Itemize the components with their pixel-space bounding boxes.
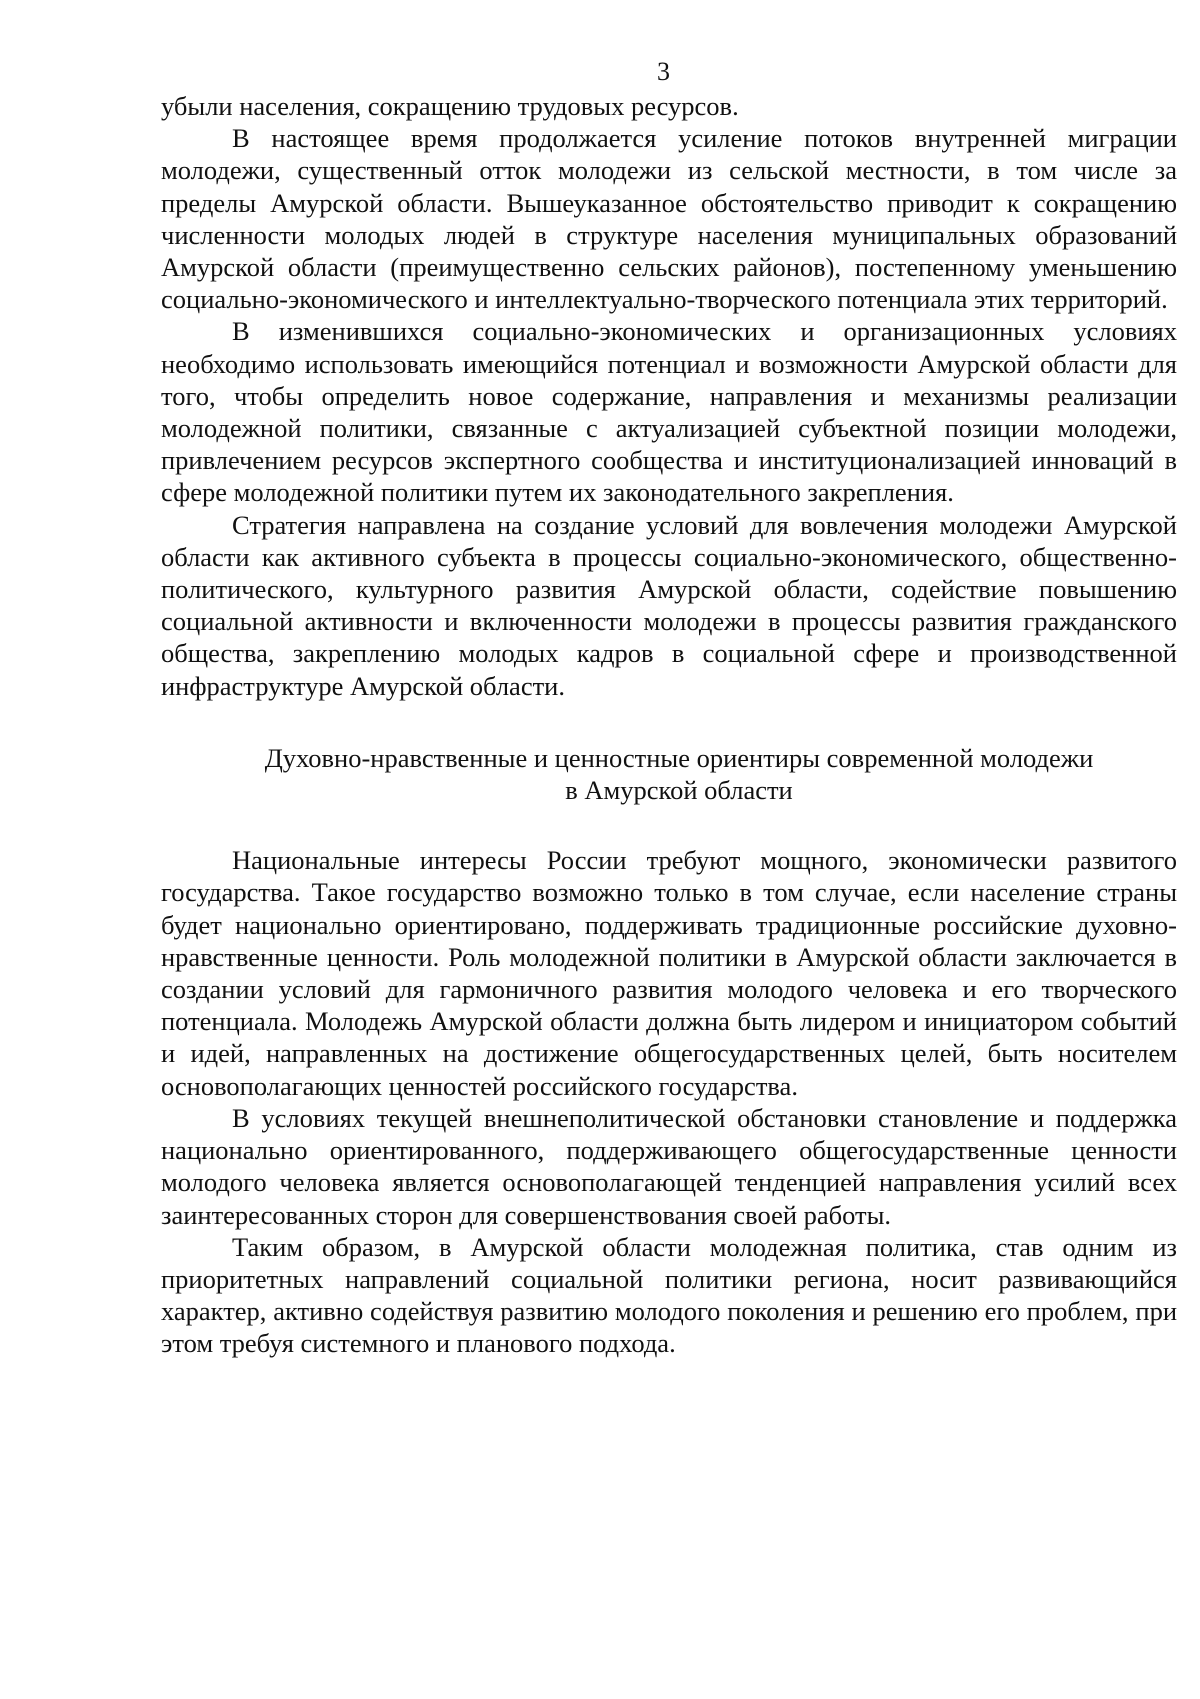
section-heading [161,742,1177,806]
section-heading-line-1: Духовно-нравственные и ценностные ориентиры современной молодежи [264,742,1094,773]
spacer [161,702,1177,742]
paragraph-strategy-aim: Стратегия направлена на создание условий для вовлечения молодежи Амурской области как активного субъекта в процессы социально-экономического, общественно-политического, культурного развития Амурской области, содействие повышению социальной активности и включенности молодежи в процессы развития гражданского общества, закреплению молодых кадров в социальной сфере и производственной инфраструктуре Амурской области. [161,509,1177,701]
spacer [161,806,1177,844]
paragraph-foreign-policy-conditions: В условиях текущей внешнеполитической обстановки становление и поддержка национально ориентированного, поддерживающего общегосударственные ценности молодого человека является основополагающей тенденцией направления усилий всех заинтересованных сторон для совершенствования своей работы. [161,1102,1177,1230]
paragraph-conclusion: Таким образом, в Амурской области молодежная политика, став одним из приоритетных направлений социальной политики региона, носит развивающийся характер, активно содействуя развитию молодого поколения и решению его проблем, при этом требуя системного и планового подхода. [161,1231,1177,1359]
paragraph-continuation: убыли населения, сокращению трудовых ресурсов. [161,91,739,121]
paragraph-internal-migration: В настоящее время продолжается усиление потоков внутренней миграции молодежи, существенный отток молодежи из сельской местности, в том числе за пределы Амурской области. Вышеуказанное обстоятельство приводит к сокращению численности молодых людей в структуре населения муниципальных образований Амурской области (преимущественно сельских районов), постепенному уменьшению социально-экономического и интеллектуально-творческого потенциала этих территорий. [161,123,1177,315]
paragraph-national-interests: Национальные интересы России требуют мощного, экономически развитого государства. Такое государство возможно только в том случае, если население страны будет национально ориентировано, поддерживать традиционные российские духовно-нравственные ценности. Роль молодежной политики в Амурской области заключается в создании условий для гармоничного развития молодого человека и его творческого потенциала. Молодежь Амурской области должна быть лидером и инициатором событий и идей, направленных на достижение общегосударственных целей, быть носителем основополагающих ценностей российского государства. [161,845,1177,1101]
section-heading-line-2: в Амурской области [565,775,793,806]
paragraph-changed-conditions: В изменившихся социально-экономических и организационных условиях необходимо использовать имеющийся потенциал и возможности Амурской области для того, чтобы определить новое содержание, направления и механизмы реализации молодежной политики, связанные с актуализацией субъектной позиции молодежи, привлечением ресурсов экспертного сообщества и институционализацией инноваций в сфере молодежной политики путем их законодательного закрепления. [161,316,1177,508]
document-body [161,90,1177,1360]
page-number: 3 [657,57,670,86]
